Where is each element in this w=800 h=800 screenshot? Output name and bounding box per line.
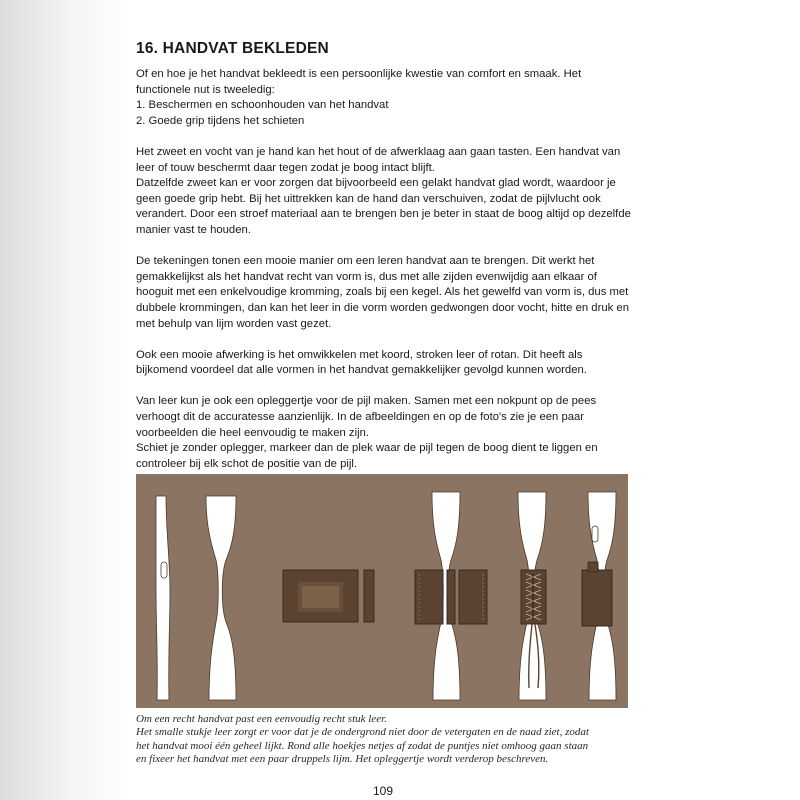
section-heading: 16. HANDVAT BEKLEDEN	[136, 40, 329, 57]
leather-strip-narrow	[364, 570, 374, 622]
paragraph-intro: Of en hoe je het handvat bekleedt is een persoonlijke kwestie van comfort en smaak. Het functionele nut is tweeledig: 1. Beschermen en schoonhouden van het handvat 2. Goede grip tijdens het schieten	[136, 68, 582, 127]
paragraph-drawings: De tekeningen tonen een mooie manier om een leren handvat aan te brengen. Dit werkt het gemakkelijkst als het handvat recht van vorm is, dus met alle zijden evenwijdig aan elkaar of hooguit met een enkelvoudige kromming, zoals bij een kegel. Als het gewelfd van vorm is, dus met dubbele krommingen, dan kan het leer in die vorm worden gedwongen door vocht, hitte en druk en met behulp van lijm worden vast gezet.	[136, 255, 629, 330]
bow-finished-handle	[582, 492, 616, 700]
paragraph-sweat: Het zweet en vocht van je hand kan het hout of de afwerklaag aan gaan tasten. Een handvat van leer of touw beschermt daar tegen zodat je boog intact blijft. Datzelfde zweet kan er voor zorgen dat bijvoorbeeld een gelakt handvat glad wordt, waardoor je geen goede grip hebt. Bij het uittrekken kan de hand dan verschuiven, zodat de pijlvlucht ook verandert. Door een stroef materiaal aan te brengen ben je beter in staat de boog altijd op dezelfde manier vast te houden.	[136, 145, 631, 236]
book-spine-shadow	[0, 0, 128, 800]
handle-illustration	[136, 474, 628, 708]
bow-bare-handle	[206, 496, 236, 700]
figure-caption	[136, 713, 636, 767]
body-text	[136, 67, 636, 488]
bow-leather-wrapping	[415, 492, 487, 700]
caption-line: en fixeer het handvat met een paar druppels lijm. Het opleggertje wordt verderop beschreven.	[136, 753, 549, 766]
paragraph-arrow-rest: Van leer kun je ook een opleggertje voor de pijl maken. Samen met een nokpunt op de pees verhoogt dit de accuratesse aanzienlijk. In de afbeeldingen en op de foto's zie je een paar voorbeelden die heel eenvoudig te maken zijn. Schiet je zonder oplegger, markeer dan de plek waar de pijl tegen de boog dient te liggen en controleer bij elk schot de positie van de pijl.	[136, 395, 598, 470]
handle-drawings-svg	[136, 474, 628, 708]
paragraph-wrapping: Ook een mooie afwerking is het omwikkelen met koord, stroken leer of rotan. Dit heeft als bijkomend voordeel dat alle vormen in het handvat gemakkelijker gevolgd kunnen worden.	[136, 348, 587, 377]
bow-straight-with-slot	[156, 496, 170, 700]
caption-line: Om een recht handvat past een eenvoudig recht stuk leer.	[136, 713, 387, 725]
bow-laced-handle	[518, 492, 546, 700]
caption-line: het handvat mooi één geheel lijkt. Rond alle hoekjes netjes af zodat de puntjes niet omhoog gaan staan	[136, 739, 589, 752]
page-number: 109	[373, 784, 394, 798]
leather-piece-flat	[283, 570, 358, 622]
caption-line: Het smalle stukje leer zorgt er voor dat je de ondergrond niet door de vetergaten en de naad ziet, zodat	[136, 726, 589, 739]
